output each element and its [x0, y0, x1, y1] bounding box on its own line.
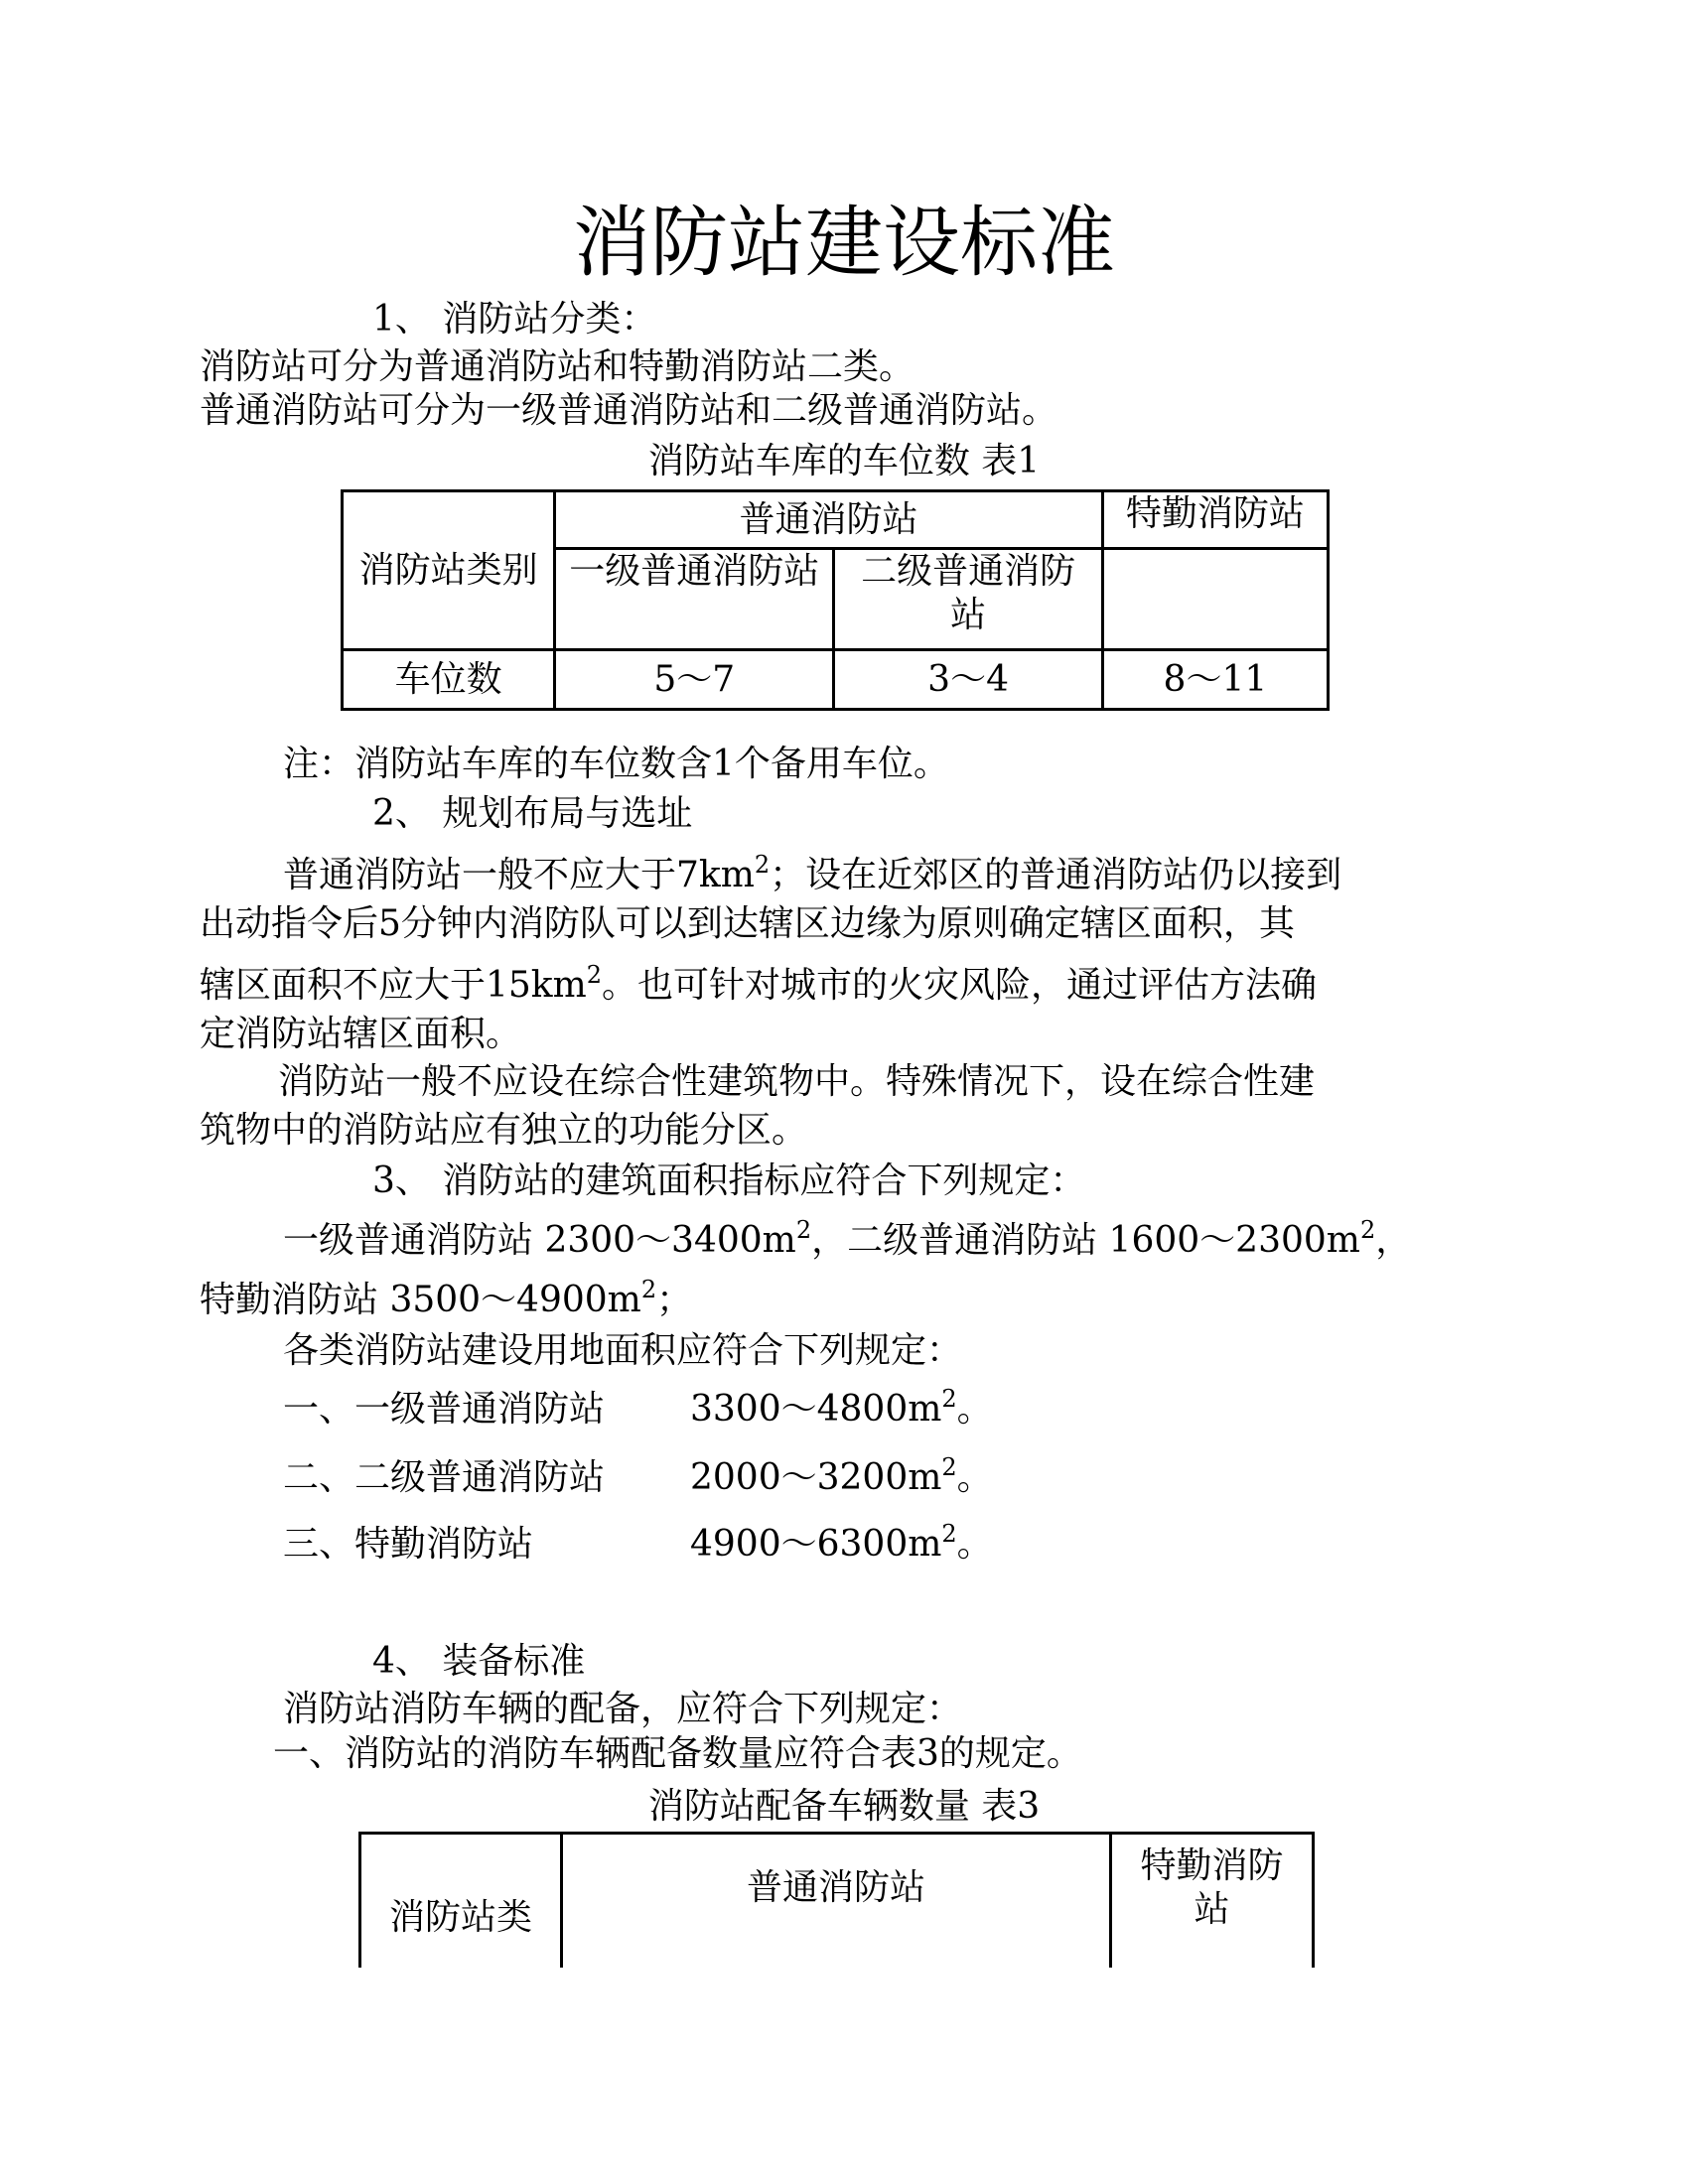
table-header-cell: 一级普通消防站	[555, 549, 834, 650]
table-header-cell: 特勤消防站	[1102, 491, 1328, 549]
table3	[358, 1832, 1315, 1968]
paragraph: 特勤消防站 $3500\sim 4900m^2$；	[200, 1276, 693, 1320]
document-title: 消防站建设标准	[572, 199, 1115, 288]
table-row-label: 车位数	[343, 650, 555, 710]
table-header-cell: 消防站类别	[343, 491, 555, 650]
paragraph: 筑物中的消防站应有独立的功能分区。	[200, 1110, 808, 1151]
table-cell: 8～11	[1102, 650, 1328, 710]
table3-caption: 消防站配备车辆数量 表3	[647, 1786, 1041, 1827]
table-header-cell: 特勤消防站	[1111, 1834, 1314, 1968]
paragraph: 辖区面积不应大于$15km^2$。也可针对城市的火灾风险，通过评估方法确	[200, 961, 1318, 1006]
paragraph: 出动指令后5分钟内消防队可以到达辖区边缘为原则确定辖区面积，其	[200, 903, 1295, 944]
paragraph: 定消防站辖区面积。	[200, 1014, 522, 1054]
paragraph: 普通消防站一般不应大于$7km^2$；设在近郊区的普通消防站仍以接到	[283, 851, 1342, 895]
list-item: 一、一级普通消防站 $3300\sim 4800m^2$。	[283, 1385, 993, 1430]
list-item: 二、二级普通消防站 $2000\sim 3200m^2$。	[283, 1453, 993, 1498]
section-3-heading: 3、 消防站的建筑面积指标应符合下列规定：	[372, 1160, 1086, 1201]
section-4-heading: 4、 装备标准	[372, 1641, 586, 1682]
table-cell: 5～7	[555, 650, 834, 710]
table-cell-empty	[1102, 549, 1328, 650]
table1-caption: 消防站车库的车位数 表1	[647, 441, 1041, 481]
paragraph: 消防站可分为普通消防站和特勤消防站二类。	[200, 346, 915, 387]
table-header-cell: 普通消防站	[562, 1834, 1111, 1968]
paragraph: 一、消防站的消防车辆配备数量应符合表3的规定。	[273, 1733, 1082, 1774]
paragraph: 普通消防站可分为一级普通消防站和二级普通消防站。	[200, 390, 1058, 431]
table-header-cell: 二级普通消防站	[834, 549, 1103, 650]
list-item: 三、特勤消防站 $4900\sim 6300m^2$。	[283, 1520, 993, 1565]
paragraph: 各类消防站建设用地面积应符合下列规定：	[283, 1330, 963, 1371]
table-cell: 3～4	[834, 650, 1103, 710]
table-header-cell: 消防站类	[360, 1834, 562, 1968]
paragraph: 消防站一般不应设在综合性建筑物中。特殊情况下，设在综合性建	[278, 1061, 1316, 1102]
table-header-cell: 普通消防站	[555, 491, 1103, 549]
paragraph: 消防站消防车辆的配备，应符合下列规定：	[283, 1689, 963, 1729]
section-2-heading: 2、 规划布局与选址	[372, 793, 693, 834]
table1	[341, 489, 1330, 711]
paragraph: 一级普通消防站 $2300\sim 3400m^2$，二级普通消防站 $1600\sim 2300m^2$，	[283, 1216, 1412, 1261]
table-note: 注：消防站车库的车位数含1个备用车位。	[283, 744, 949, 784]
section-1-heading: 1、 消防站分类：	[372, 299, 657, 340]
